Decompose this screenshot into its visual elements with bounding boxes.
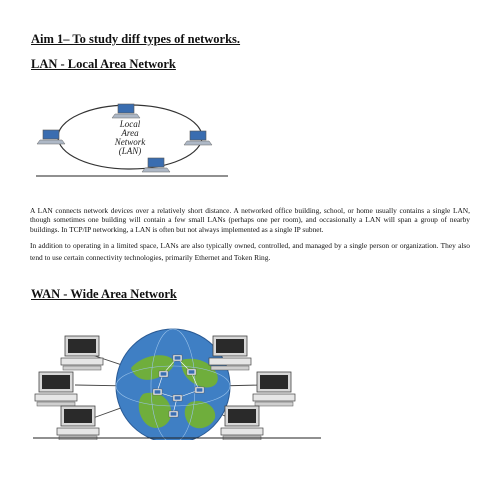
desktop-computer-icon [35, 372, 77, 406]
lan-heading: LAN - Local Area Network [31, 57, 176, 71]
laptop-icon [184, 131, 212, 145]
node-computer-icon [173, 395, 182, 401]
desktop-computer-icon [253, 372, 295, 406]
lan-figure-label-line: Local [119, 119, 141, 129]
lan-paragraph: In addition to operating in a limited space, LANs are also typically owned, controlled, and managed by a single person or organization. They also tend to use certain connectivity technologies, primarily Ethernet and Token Ring. [30, 241, 470, 263]
desktop-computer-icon [61, 336, 103, 370]
node-computer-icon [169, 411, 178, 417]
node-computer-icon [195, 387, 204, 393]
lan-diagram [30, 100, 230, 180]
aim-title: Aim 1– To study diff types of networks. [31, 32, 241, 46]
wan-diagram [31, 328, 323, 440]
node-computer-icon [187, 369, 196, 375]
node-computer-icon [153, 389, 162, 395]
desktop-computer-icon [209, 336, 251, 370]
node-computer-icon [159, 371, 168, 377]
lan-paragraph: A LAN connects network devices over a relatively short distance. A networked office building, school, or home usually contains a single LAN, though sometimes one building will contain a few small LANs (perhaps one per room), and occasionally a LAN will span a group of nearby buildings. In TCP/IP networking, a LAN is often but not always implemented as a single IP subnet. [30, 206, 470, 234]
lan-figure-label-line: Network [114, 137, 146, 147]
lan-figure-label-line: (LAN) [118, 146, 142, 156]
desktop-computer-icon [221, 406, 263, 440]
laptop-icon [37, 130, 65, 144]
desktop-computer-icon [57, 406, 99, 440]
wan-heading: WAN - Wide Area Network [31, 287, 177, 301]
lan-figure-label-line: Area [121, 128, 139, 138]
node-computer-icon [173, 355, 182, 361]
